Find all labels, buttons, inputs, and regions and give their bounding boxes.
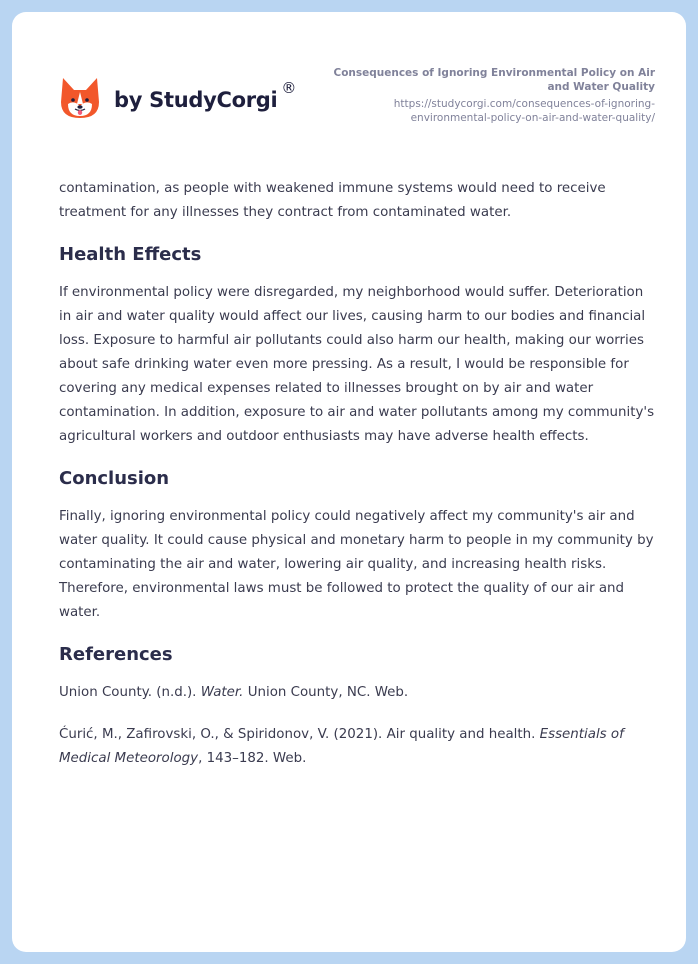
reference-text: Union County, NC. Web.: [243, 685, 409, 700]
reference-text: , 143–182. Web.: [198, 751, 307, 766]
registered-mark: ®: [281, 79, 297, 97]
document-card: [12, 12, 686, 952]
reference-title: Essentials of Medical Meteorology: [59, 727, 624, 766]
reference-item: [59, 681, 659, 705]
corgi-icon: [60, 76, 100, 120]
paragraph-conclusion: Finally, ignoring environmental policy could negatively affect my community's air and water quality. It could cause physical and monetary harm to people in my community by contaminating the air and water, lowering air quality, and increasing health risks. Therefore, environmental laws must be followed to protect the quality of our air and water.: [59, 509, 654, 620]
heading-conclusion: Conclusion: [59, 468, 170, 489]
header: [12, 12, 686, 152]
logo-text: by StudyCorgi: [114, 88, 278, 112]
document-url[interactable]: https://studycorgi.com/consequences-of-ignoring-environmental-policy-on-air-and-water-quality/: [393, 98, 655, 124]
document-title: Consequences of Ignoring Environmental Policy on Air and Water Quality: [333, 67, 655, 93]
heading-health-effects: Health Effects: [59, 244, 202, 265]
article-body: [59, 177, 659, 789]
reference-item: [59, 723, 659, 771]
reference-text: Union County. (n.d.).: [59, 685, 201, 700]
reference-text: Ćurić, M., Zafirovski, O., & Spiridonov, V. (2021). Air quality and health.: [59, 727, 540, 742]
reference-title: Water.: [200, 685, 244, 700]
heading-references: References: [59, 644, 173, 665]
paragraph-health-effects: If environmental policy were disregarded, my neighborhood would suffer. Deterioration in air and water quality would affect our lives, causing harm to our bodies and financial loss. Exposure to harmful air pollutants could also harm our health, making our worries about safe drinking water even more pressing. As a result, I would be responsible for covering any medical expenses related to illnesses brought on by air and water contamination. In addition, exposure to air and water pollutants among my community's agricultural workers and outdoor enthusiasts may have adverse health effects.: [59, 285, 655, 444]
document-meta: [315, 66, 655, 125]
studycorgi-logo[interactable]: [60, 76, 296, 120]
intro-paragraph: contamination, as people with weakened immune systems would need to receive treatment for any illnesses they contract from contaminated water.: [59, 181, 606, 220]
